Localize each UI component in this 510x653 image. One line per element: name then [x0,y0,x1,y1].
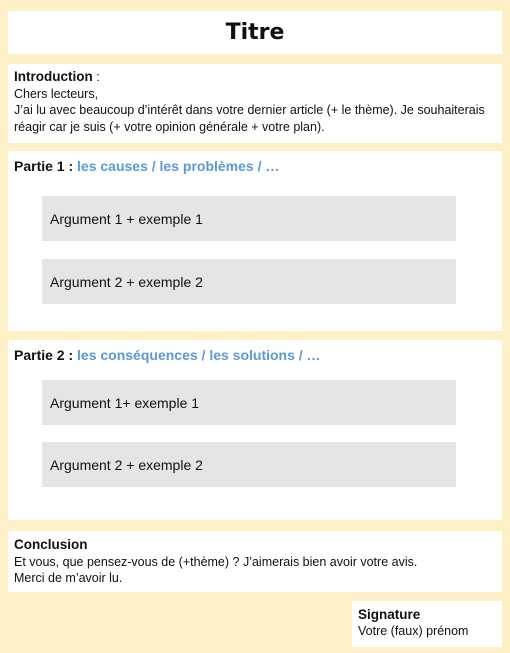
part-1-panel [8,151,502,331]
introduction-heading: Introduction [14,69,93,84]
introduction-panel [8,64,502,143]
part-2-argument-1: Argument 1+ exemple 1 [42,380,456,425]
conclusion-line-2: Merci de m’avoir lu. [14,571,123,585]
introduction-body: J’ai lu avec beaucoup d’intérêt dans votre dernier article (+ le thème). Je souhaiterais réagir car je suis (+ votre opinion générale + votre plan). [14,103,485,134]
signature-heading: Signature [358,607,421,622]
introduction-greeting: Chers lecteurs, [14,86,99,101]
page-title: Titre [225,20,285,45]
part-2-topic: les conséquences / les solutions / … [77,347,321,363]
conclusion-heading: Conclusion [14,537,88,552]
conclusion-line-1: Et vous, que pensez-vous de (+thème) ? J’aimerais bien avoir votre avis. [14,554,418,569]
part-1-topic: les causes / les problèmes / … [77,158,280,174]
part-1-argument-2: Argument 2 + exemple 2 [42,259,456,304]
introduction-heading-suffix: : [92,70,100,84]
signature-name: Votre (faux) prénom [358,624,469,638]
part-2-heading [14,347,321,363]
part-1-heading [14,158,279,174]
signature-panel [352,601,502,647]
part-1-argument-1: Argument 1 + exemple 1 [42,196,456,241]
part-2-label: Partie 2 : [14,347,78,363]
part-2-argument-2: Argument 2 + exemple 2 [42,442,456,487]
conclusion-panel [8,531,502,592]
part-1-label: Partie 1 : [14,158,78,174]
part-2-panel [8,340,502,520]
introduction-heading-line [14,69,496,86]
title-panel [8,11,502,54]
